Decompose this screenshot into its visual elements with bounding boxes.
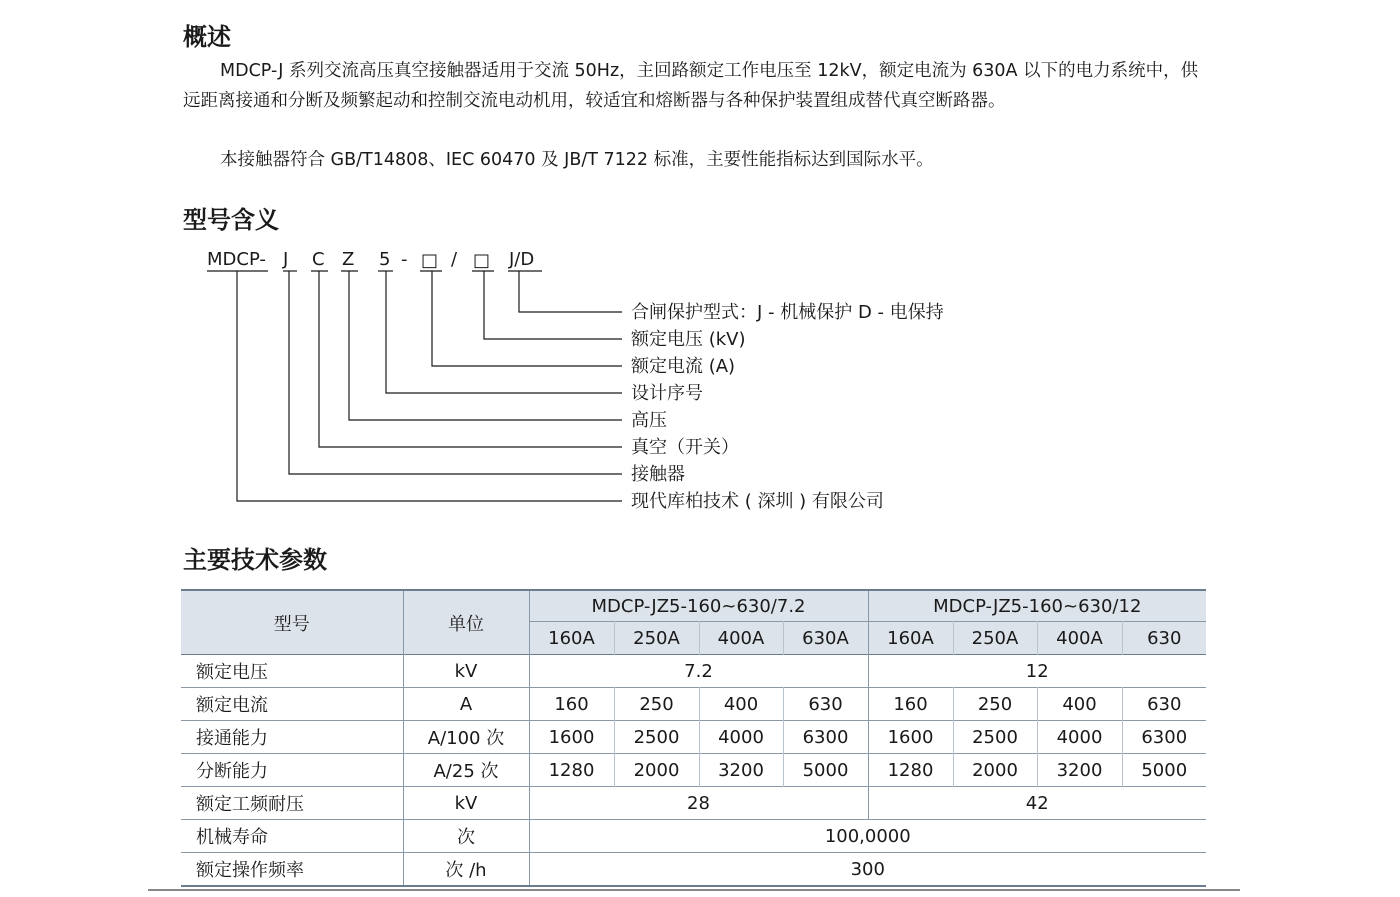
cell-value: 250 (614, 688, 699, 721)
row-unit: A/25 次 (403, 754, 529, 787)
cell-value: 100,0000 (529, 820, 1206, 853)
cell-value: 2500 (614, 721, 699, 754)
table-row (181, 688, 1206, 721)
cell-value: 42 (868, 787, 1206, 820)
cell-value: 300 (529, 853, 1206, 887)
cell-value: 2000 (953, 754, 1037, 787)
table-row (181, 853, 1206, 887)
code-part-5: 5 (379, 249, 391, 270)
cell-value: 630 (1122, 688, 1206, 721)
cell-value: 3200 (1037, 754, 1122, 787)
row-unit: kV (403, 787, 529, 820)
row-unit: 次 (403, 820, 529, 853)
code-part-slash: / (451, 249, 458, 270)
cell-value: 4000 (1037, 721, 1122, 754)
overview-heading: 概述 (183, 23, 231, 51)
row-unit: A/100 次 (403, 721, 529, 754)
table-row (181, 655, 1206, 688)
code-part-box-2: □ (473, 250, 491, 271)
row-label: 额定电压 (181, 655, 403, 688)
header-unit: 单位 (403, 590, 529, 655)
row-unit: kV (403, 655, 529, 688)
table-row (181, 721, 1206, 754)
cell-value: 400 (699, 688, 783, 721)
label-company: 现代库柏技术 ( 深圳 ) 有限公司 (631, 491, 884, 512)
row-label: 分断能力 (181, 754, 403, 787)
row-unit: 次 /h (403, 853, 529, 887)
header-sub-cell: 630 (1122, 622, 1206, 655)
table-row (181, 754, 1206, 787)
code-part-z: Z (342, 249, 355, 270)
cell-value: 5000 (783, 754, 868, 787)
cell-value: 5000 (1122, 754, 1206, 787)
label-design-number: 设计序号 (631, 383, 703, 404)
cell-value: 6300 (1122, 721, 1206, 754)
header-group-7-2: MDCP-JZ5-160~630/7.2 (529, 590, 868, 622)
leader-lines (237, 271, 622, 501)
label-closing-protection: 合闸保护型式：J - 机械保护 D - 电保持 (631, 302, 944, 323)
row-unit: A (403, 688, 529, 721)
cell-value: 250 (953, 688, 1037, 721)
cell-value: 28 (529, 787, 868, 820)
code-part-box-1: □ (421, 250, 439, 271)
cell-value: 3200 (699, 754, 783, 787)
table-row (181, 787, 1206, 820)
row-label: 额定操作频率 (181, 853, 403, 887)
cell-value: 4000 (699, 721, 783, 754)
specs-heading: 主要技术参数 (183, 546, 327, 574)
header-sub-cell: 160A (529, 622, 614, 655)
row-label: 接通能力 (181, 721, 403, 754)
overview-paragraph-1-text: MDCP-J 系列交流高压真空接触器适用于交流 50Hz，主回路额定工作电压至 12kV，额定电流为 630A 以下的电力系统中，供远距离接通和分断及频繁起动和控制交流电动机用，较适宜和熔断器与各种保护装置组成替代真空断路器。 (183, 61, 1199, 111)
code-part-mdcp: MDCP- (207, 249, 266, 270)
spec-table (181, 589, 1206, 887)
cell-value: 2000 (614, 754, 699, 787)
code-part-c: C (312, 249, 325, 270)
overview-paragraph-2-text: 本接触器符合 GB/T14808、IEC 60470 及 JB/T 7122 标准，主要性能指标达到国际水平。 (220, 150, 934, 170)
label-vacuum-switch: 真空（开关） (631, 437, 739, 458)
cell-value: 1280 (868, 754, 953, 787)
cell-value: 12 (868, 655, 1206, 688)
cell-value: 1600 (868, 721, 953, 754)
cell-value: 400 (1037, 688, 1122, 721)
header-sub-cell: 250A (953, 622, 1037, 655)
cell-value: 160 (868, 688, 953, 721)
row-label: 额定工频耐压 (181, 787, 403, 820)
cell-value: 630 (783, 688, 868, 721)
label-high-voltage: 高压 (631, 410, 667, 431)
header-group-12: MDCP-JZ5-160~630/12 (868, 590, 1206, 622)
cell-value: 160 (529, 688, 614, 721)
code-part-jd: J/D (509, 249, 535, 270)
row-label: 机械寿命 (181, 820, 403, 853)
label-rated-current: 额定电流 (A) (631, 356, 736, 377)
label-contactor: 接触器 (631, 464, 685, 485)
header-sub-cell: 630A (783, 622, 868, 655)
cell-value: 1280 (529, 754, 614, 787)
model-meaning-heading: 型号含义 (183, 206, 279, 234)
header-model: 型号 (181, 590, 403, 655)
header-sub-cell: 250A (614, 622, 699, 655)
cell-value: 1600 (529, 721, 614, 754)
cell-value: 2500 (953, 721, 1037, 754)
cell-value: 6300 (783, 721, 868, 754)
header-sub-cell: 160A (868, 622, 953, 655)
header-sub-cell: 400A (1037, 622, 1122, 655)
code-part-j: J (283, 249, 289, 270)
label-rated-voltage: 额定电压 (kV) (631, 329, 746, 350)
header-sub-cell: 400A (699, 622, 783, 655)
row-label: 额定电流 (181, 688, 403, 721)
table-row (181, 820, 1206, 853)
code-part-dash: - (401, 249, 408, 270)
bottom-divider (148, 889, 1240, 891)
cell-value: 7.2 (529, 655, 868, 688)
